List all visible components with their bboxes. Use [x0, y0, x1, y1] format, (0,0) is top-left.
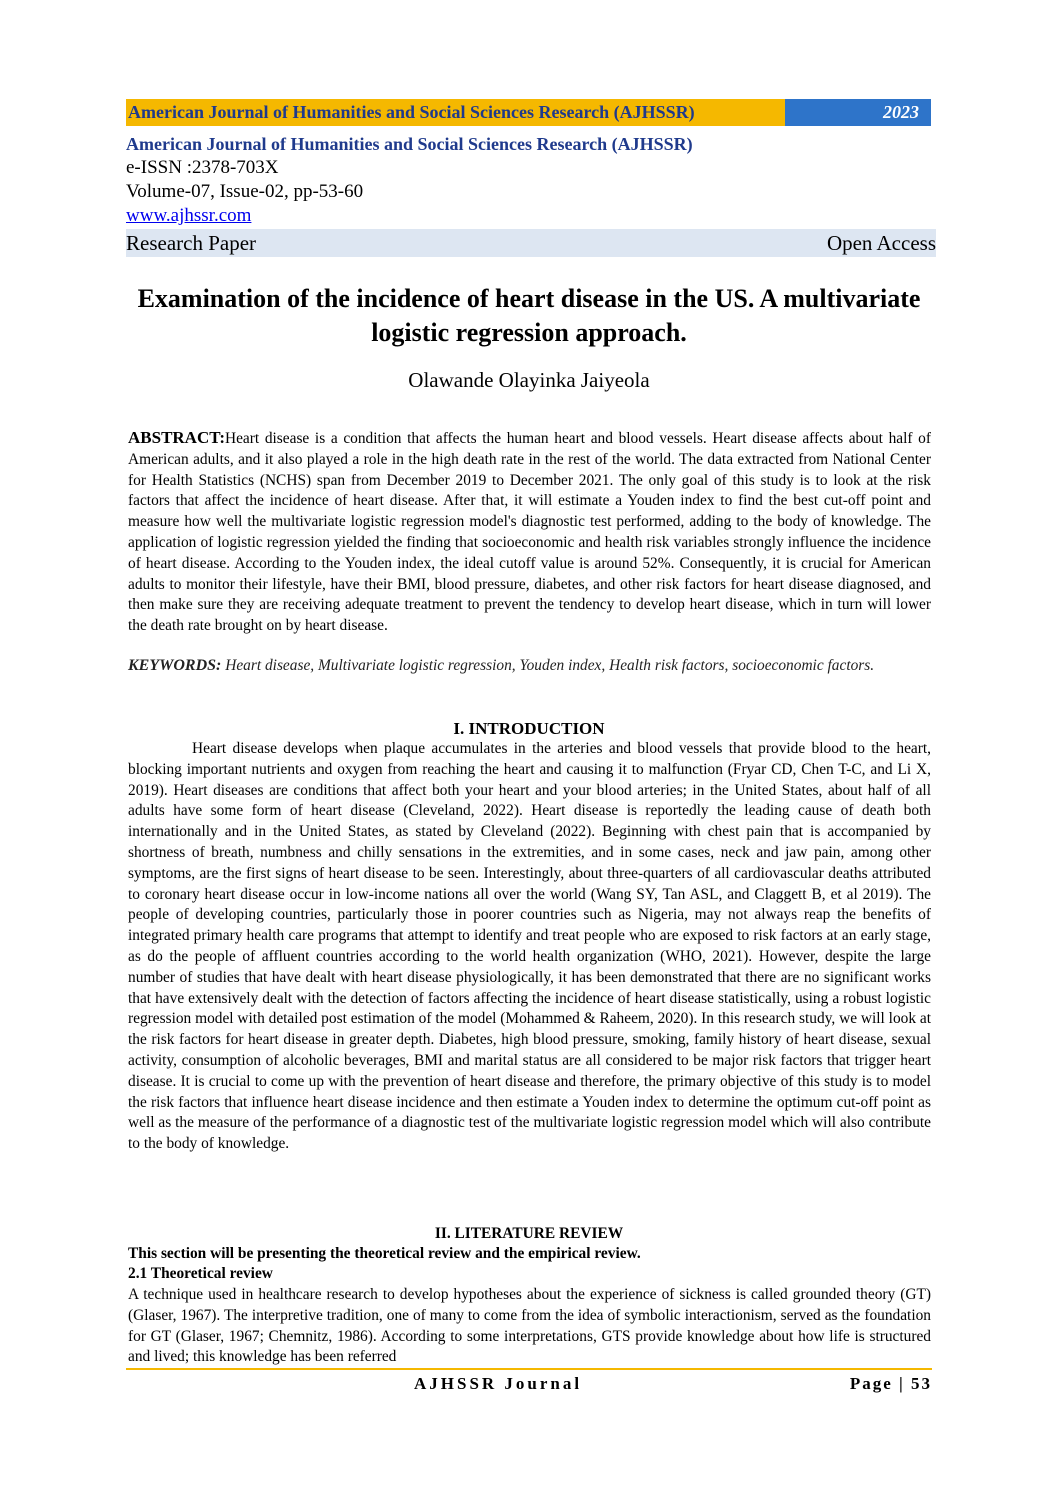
introduction-heading: I. INTRODUCTION — [453, 719, 605, 738]
journal-info — [126, 132, 936, 257]
literature-intro: This section will be presenting the theoretical review and the empirical review. — [128, 1245, 641, 1262]
keywords — [128, 656, 931, 677]
literature-review-heading: II. LITERATURE REVIEW — [434, 1225, 624, 1242]
abstract-label: ABSTRACT: — [128, 428, 225, 447]
journal-website-link[interactable]: www.ajhssr.com — [126, 205, 252, 226]
introduction-paragraph: Heart disease develops when plaque accumulates in the arteries and blood vessels that provide blood to the heart, blocking important nutrients and oxygen from reaching the heart and causing it to malfunction (Fryar CD, Chen T-C, and Li X, 2019). Heart diseases are conditions that affect both your heart and your blood arteries; in the United States, about half of all adults have some form of heart disease (Cleveland, 2022). Heart disease is reportedly the leading cause of death both internationally and in the United States, as stated by Cleveland (2022). Beginning with chest pain that is accompanied by shortness of breath, numbness and chilly sensations in the extremities, and in some cases, neck and jaw pain, among other symptoms, are the first signs of heart disease to be seen. Interestingly, about three-quarters of all cardiovascular deaths attributed to coronary heart disease occur in low-income nations all over the world (Wang SY, Tan ASL, and Claggett B, et al 2019). The people of developing countries, particularly those in poorer countries such as Nigeria, may not always reap the benefits of integrated primary health care programs that attempt to identify and treat people who are exposed to risk factors at an early stage, as do the people of affluent countries according to the world health organization (WHO, 2021). However, despite the large number of studies that have dealt with heart disease physiologically, it has been demonstrated that there are no significant works that have extensively dealt with the detection of factors affecting the incidence of heart disease statistically, using a robust logistic regression model with detailed post estimation of the model (Mohammed & Raheem, 2020). In this research study, we will look at the risk factors for heart disease in greater depth. Diabetes, high blood pressure, smoking, family history of heart disease, sexual activity, consumption of alcoholic beverages, BMI and marital status are all considered to be major risk factors that trigger heart disease. It is crucial to come up with the prevention of heart disease and therefore, the primary objective of this study is to model the risk factors that influence heart disease incidence and then estimate a Youden index to determine the optimum cut-off point as well as the measure of the performance of a diagnostic test of the multivariate logistic regression model which will also contribute to the body of knowledge. — [128, 740, 931, 1153]
volume-info: Volume-07, Issue-02, pp-53-60 — [126, 181, 364, 202]
running-header-year: 2023 — [785, 99, 931, 126]
paper-type-bar — [126, 229, 936, 257]
keywords-text: Heart disease, Multivariate logistic regression, Youden index, Health risk factors, socioeconomic factors. — [225, 657, 875, 674]
author-name: Olawande Olayinka Jaiyeola — [408, 368, 650, 392]
footer-journal: AJHSSR Journal — [414, 1374, 583, 1393]
theoretical-review-heading: 2.1 Theoretical review — [128, 1265, 273, 1282]
footer-divider — [126, 1368, 932, 1370]
journal-name: American Journal of Humanities and Social Sciences Research (AJHSSR) — [126, 134, 693, 154]
paper-title: Examination of the incidence of heart disease in the US. A multivariate logistic regression approach. — [137, 284, 921, 347]
running-header-journal — [126, 99, 785, 126]
abstract-text: Heart disease is a condition that affects the human heart and blood vessels. Heart disease affects about half of American adults, and it also played a role in the high death rate in the rest of the world. The data extracted from National Center for Health Statistics (NCHS) span from December 2019 to December 2021. The only goal of this study is to look at the risk factors that affect the incidence of heart disease. After that, it will estimate a Youden index to find the best cut-off point and measure how well the multivariate logistic regression model's diagnostic test performed, adding to the body of knowledge. The application of logistic regression yielded the finding that socioeconomic and health risk variables strongly influence the incidence of heart disease. According to the Youden index, the ideal cutoff value is around 52%. Consequently, it is crucial for American adults to monitor their lifestyle, have their BMI, blood pressure, diabetes, and other risk factors for heart disease diagnosed, and then make sure they are receiving adequate treatment to prevent the tendency to develop heart disease, which in turn will lower the death rate brought on by heart disease. — [128, 430, 931, 635]
abstract — [128, 428, 931, 637]
keywords-label: KEYWORDS: — [128, 657, 222, 674]
issn: e-ISSN :2378-703X — [126, 157, 279, 178]
footer-page-number: Page | 53 — [849, 1374, 932, 1393]
paper-type: Research Paper — [126, 231, 257, 255]
theoretical-review-paragraph: A technique used in healthcare research to develop hypotheses about the experience of sickness is called grounded theory (GT) (Glaser, 1967). The interpretive tradition, one of many to come from the idea of symbolic interactionism, served as the foundation for GT (Glaser, 1967; Chemnitz, 1986). According to some interpretations, GTS provide knowledge about how life is structured and lived; this knowledge has been referred — [128, 1286, 931, 1366]
access-type: Open Access — [826, 231, 936, 255]
running-header-journal-text: American Journal of Humanities and Social Sciences Research (AJHSSR) — [128, 102, 695, 122]
running-header — [126, 99, 931, 126]
page-footer — [126, 1374, 932, 1396]
